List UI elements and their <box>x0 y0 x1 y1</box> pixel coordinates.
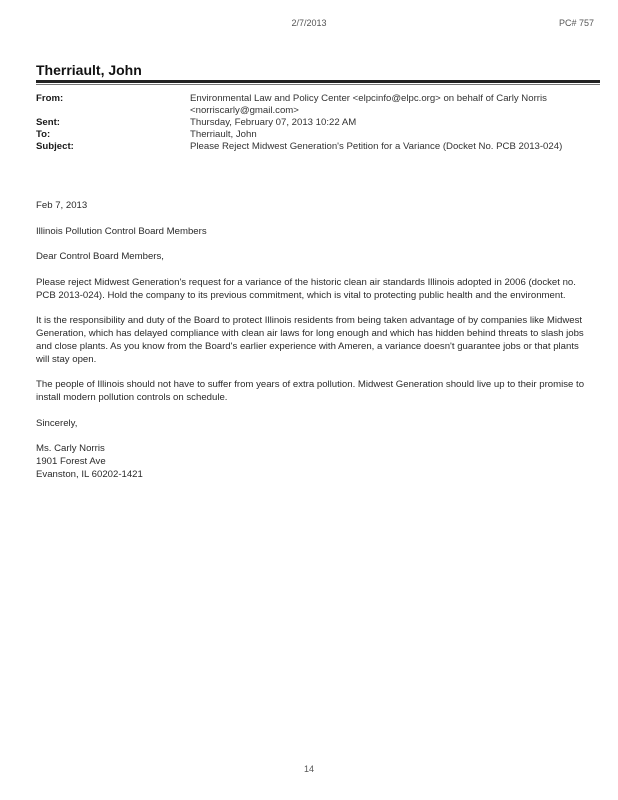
letter-paragraph-2: It is the responsibility and duty of the Board to protect Illinois residents from being taken advantage of by companies like Midwest Generation, which has delayed compliance with clean air laws for long enough and which has hidden behind threats to slash jobs and close plants. As you know from the Board's earlier experience with Ameren, a variance doesn't guarantee jobs or that plants will stay open. <box>36 315 584 365</box>
title-divider <box>36 80 600 83</box>
letter-body <box>36 200 592 482</box>
page-header-date: 2/7/2013 <box>291 18 327 28</box>
letter-paragraph-1: Please reject Midwest Generation's request for a variance of the historic clean air standards Illinois adopted in 2006 (docket no. PCB 2013-024). Hold the company to its previous commitment, which is vital to protecting public health and the environment. <box>36 276 576 301</box>
from-value-line1: Environmental Law and Policy Center <elpcinfo@elpc.org> on behalf of Carly Norris <box>190 93 547 104</box>
recipient-title: Therriault, John <box>36 62 142 78</box>
letter-recipient: Illinois Pollution Control Board Members <box>36 225 207 237</box>
sent-label: Sent: <box>36 117 60 128</box>
subject-value: Please Reject Midwest Generation's Petition for a Variance (Docket No. PCB 2013-024) <box>190 141 563 152</box>
page-number: 14 <box>303 764 314 774</box>
letter-date: Feb 7, 2013 <box>36 200 88 211</box>
signer-name: Ms. Carly Norris <box>36 443 105 455</box>
to-label: To: <box>36 129 51 140</box>
letter-paragraph-3: The people of Illinois should not have to suffer from years of extra pollution. Midwest Generation should live up to their promise to install modern pollution controls on schedule. <box>36 379 585 403</box>
sent-row <box>36 117 600 129</box>
from-row <box>36 93 600 117</box>
email-header <box>36 93 600 153</box>
page-header-reference: PC# 757 <box>558 18 594 28</box>
from-value <box>190 93 600 117</box>
subject-label: Subject: <box>36 141 74 152</box>
signer-city: Evanston, IL 60202-1421 <box>36 468 143 480</box>
sent-value: Thursday, February 07, 2013 10:22 AM <box>190 117 357 128</box>
from-value-line2: <norriscarly@gmail.com> <box>190 105 299 116</box>
signer-street: 1901 Forest Ave <box>36 455 106 467</box>
to-row <box>36 129 600 141</box>
letter-salutation: Dear Control Board Members, <box>36 251 164 263</box>
letter-closing: Sincerely, <box>36 417 78 429</box>
to-value: Therriault, John <box>190 129 257 140</box>
signer-address <box>36 443 592 481</box>
subject-row <box>36 141 600 153</box>
from-label: From: <box>36 93 64 104</box>
title-divider-thin <box>36 84 600 85</box>
